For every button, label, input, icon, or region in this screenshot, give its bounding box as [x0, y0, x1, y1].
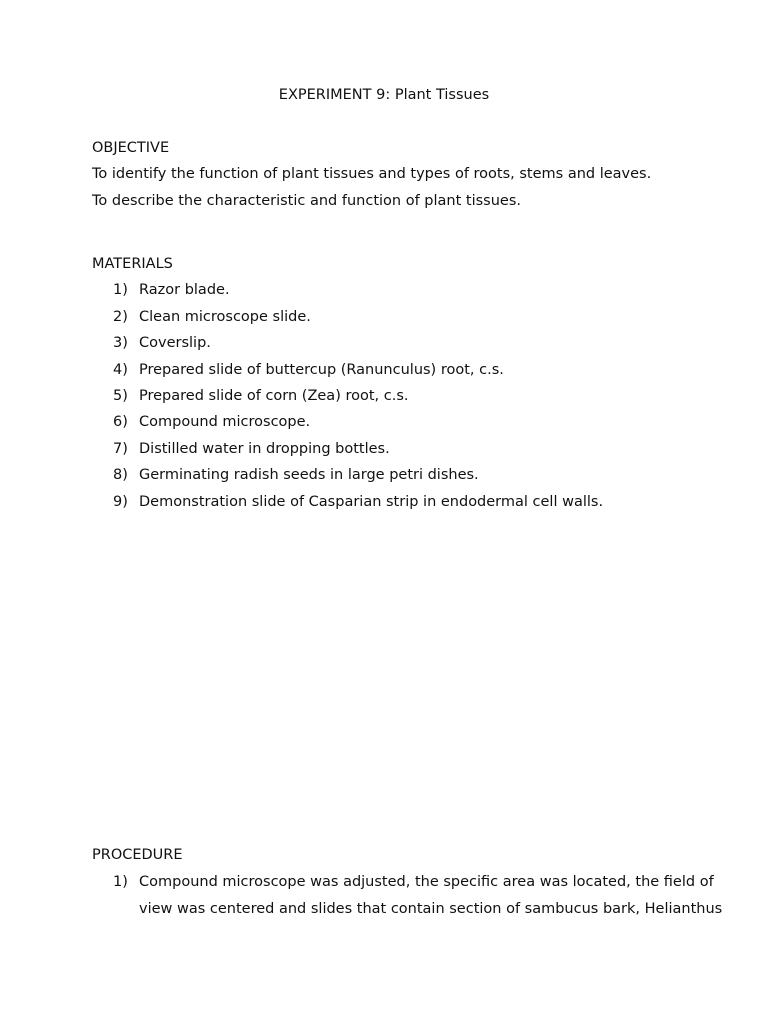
materials-list-item [113, 282, 230, 298]
list-number: 3) [113, 335, 128, 351]
materials-list-item [113, 362, 504, 378]
materials-list-item [113, 309, 311, 325]
procedure-list-item [113, 874, 714, 890]
materials-list-item [113, 388, 409, 404]
objective-heading: OBJECTIVE [92, 140, 170, 156]
list-text: Clean microscope slide. [139, 309, 311, 325]
materials-list-item [113, 414, 310, 430]
procedure-heading: PROCEDURE [92, 847, 183, 863]
list-text: Razor blade. [139, 282, 230, 298]
list-text: Germinating radish seeds in large petri dishes. [139, 467, 479, 483]
list-text: Demonstration slide of Casparian strip in endodermal cell walls. [139, 494, 604, 510]
materials-list-item [113, 441, 390, 457]
list-number: 6) [113, 414, 128, 430]
document-title: EXPERIMENT 9: Plant Tissues [278, 87, 490, 103]
list-number: 4) [113, 362, 128, 378]
list-text: Prepared slide of buttercup (Ranunculus) root, c.s. [139, 362, 504, 378]
materials-list-item [113, 467, 479, 483]
list-number: 2) [113, 309, 128, 325]
list-text: Coverslip. [139, 335, 211, 351]
list-text: Compound microscope was adjusted, the specific area was located, the field of [139, 874, 714, 890]
materials-heading: MATERIALS [92, 256, 173, 272]
list-number: 1) [113, 282, 128, 298]
list-number: 7) [113, 441, 128, 457]
objective-line: To identify the function of plant tissues and types of roots, stems and leaves. [92, 166, 652, 182]
materials-list-item [113, 494, 603, 510]
list-text: Prepared slide of corn (Zea) root, c.s. [139, 388, 409, 404]
objective-line: To describe the characteristic and function of plant tissues. [92, 193, 521, 209]
list-number: 8) [113, 467, 128, 483]
list-text: Compound microscope. [139, 414, 311, 430]
procedure-list-continuation: view was centered and slides that contain section of sambucus bark, Helianthus [139, 901, 723, 917]
list-text: Distilled water in dropping bottles. [139, 441, 390, 457]
list-number: 5) [113, 388, 128, 404]
list-number: 9) [113, 494, 128, 510]
materials-list-item [113, 335, 211, 351]
list-number: 1) [113, 874, 128, 890]
